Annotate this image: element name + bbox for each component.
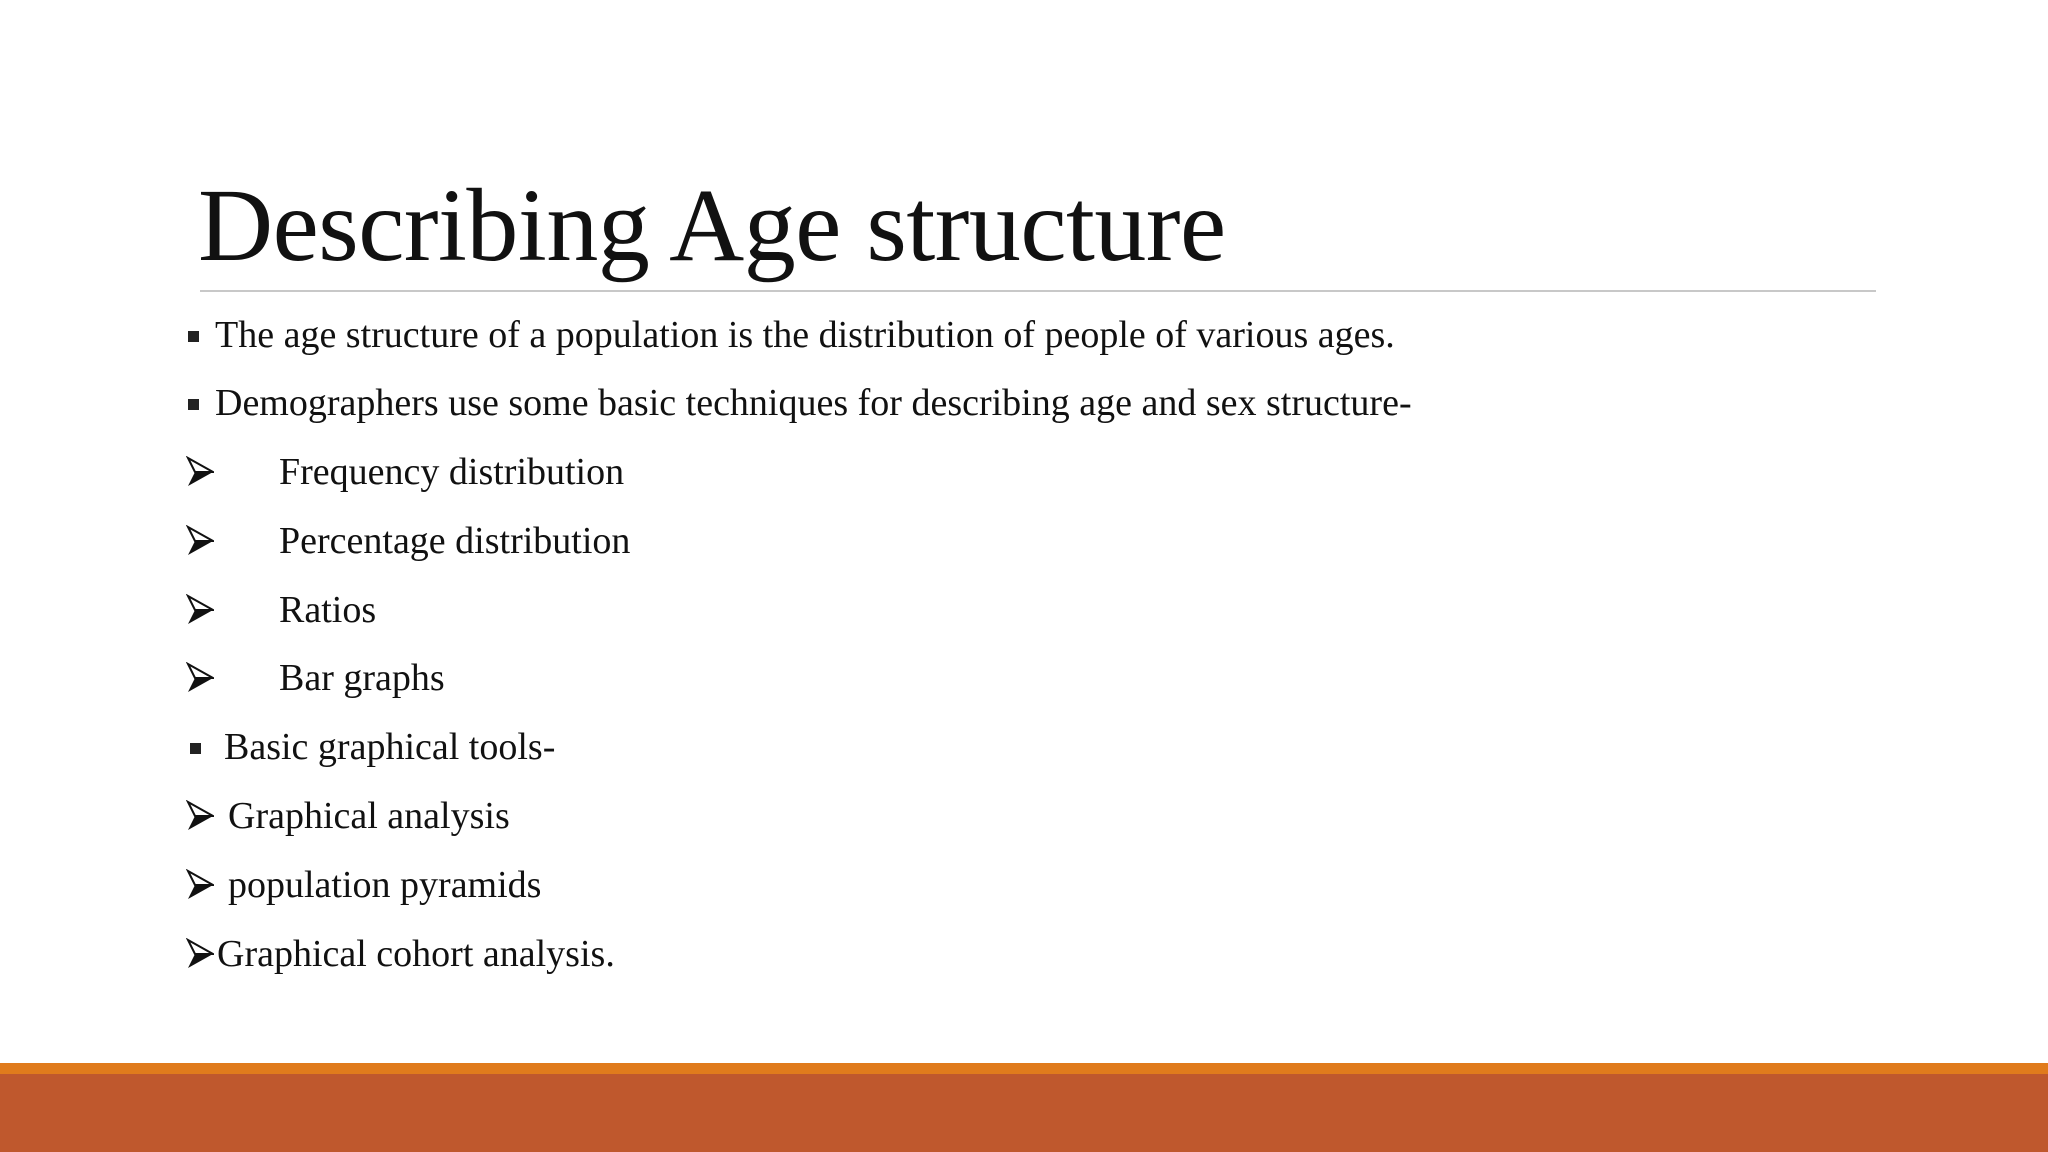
- bullet-text: The age structure of a population is the distribution of people of various ages.: [215, 314, 1395, 356]
- square-bullet-icon: [190, 743, 201, 754]
- slide-title: Describing Age structure: [198, 168, 1226, 283]
- bullet-text: Frequency distribution: [279, 451, 625, 493]
- bullet-text: Basic graphical tools-: [224, 726, 556, 768]
- bullet-text: Percentage distribution: [279, 520, 631, 562]
- arrow-bullet-icon: [186, 594, 214, 626]
- arrow-bullet-icon: [186, 869, 214, 901]
- arrow-bullet-icon: [186, 525, 214, 557]
- bullet-text: Graphical cohort analysis.: [217, 933, 615, 975]
- square-bullet-icon: [188, 331, 199, 342]
- arrow-bullet-icon: [186, 800, 214, 832]
- bullet-text: Ratios: [279, 589, 377, 631]
- arrow-bullet-icon: [186, 662, 214, 694]
- footer-band: [0, 1074, 2048, 1152]
- arrow-bullet-icon: [186, 938, 214, 970]
- bullet-text: Graphical analysis: [228, 795, 510, 837]
- square-bullet-icon: [188, 399, 199, 410]
- footer-accent-stripe: [0, 1063, 2048, 1074]
- arrow-bullet-icon: [186, 456, 214, 488]
- bullet-text: Bar graphs: [279, 657, 445, 699]
- title-divider: [200, 290, 1876, 292]
- bullet-text: Demographers use some basic techniques for describing age and sex structure-: [215, 382, 1412, 424]
- bullet-text: population pyramids: [228, 864, 542, 906]
